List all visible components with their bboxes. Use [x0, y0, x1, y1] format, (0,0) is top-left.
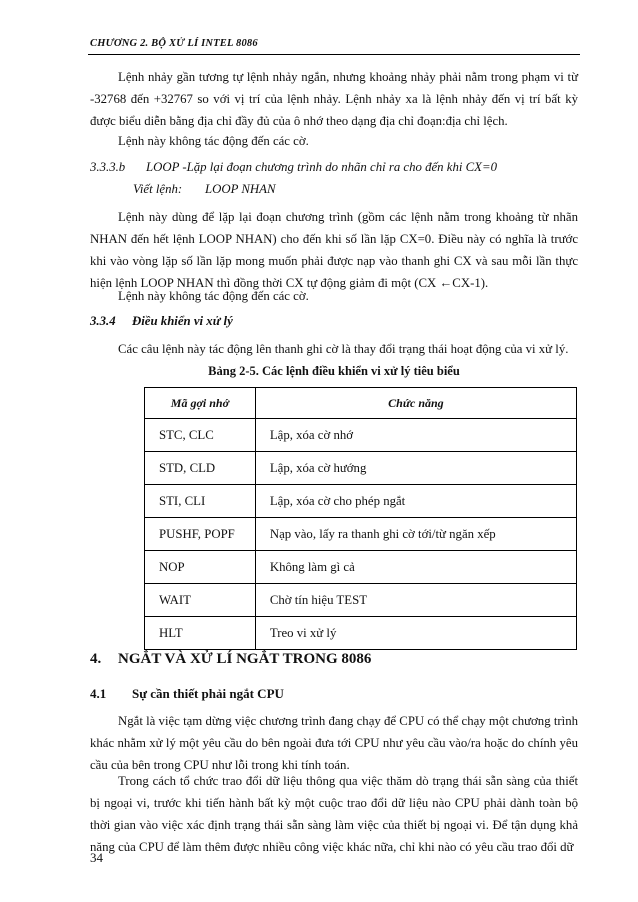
paragraph-interrupt-definition: Ngắt là việc tạm dừng việc chương trình đang chạy để CPU có thể chạy một chương trình khác nhằm xử lý một yêu cầu do bên ngoài đưa tới CPU như yêu cầu vào/ra hoặc do chính yêu cầu của bên trong CPU như lỗi trong khi tính toán.: [90, 714, 578, 772]
function-cell: Lập, xóa cờ nhớ: [255, 419, 576, 452]
chapter-header: CHƯƠNG 2. BỘ XỬ LÍ INTEL 8086: [90, 38, 258, 49]
section-number: 4.: [90, 651, 102, 667]
syntax-value: LOOP NHAN: [205, 182, 276, 196]
section-heading-3-3-3-b: [90, 160, 497, 175]
header-mnemonic: Mã gợi nhớ: [145, 388, 256, 419]
function-cell: Treo vi xử lý: [255, 617, 576, 650]
control-instructions-table: [144, 387, 577, 650]
table-row: [145, 419, 577, 452]
table-header-row: [145, 388, 577, 419]
function-cell: Chờ tín hiệu TEST: [255, 584, 576, 617]
mnemonic-cell: WAIT: [145, 584, 256, 617]
section-heading-3-3-4: [90, 314, 233, 329]
section-number: 3.3.3.b: [90, 160, 126, 174]
paragraph-near-jump: Lệnh nhảy gần tương tự lệnh nhảy ngắn, nhưng khoảng nhảy phải nằm trong phạm vi từ -32768 đến +32767 so với vị trí của lệnh nhảy. Lệnh nhảy xa là lệnh nhảy đến vị trí bất kỳ được biểu diễn bằng địa chỉ đầy đủ của ô nhớ theo dạng địa chỉ đoạn:địa chỉ lệch.: [90, 70, 578, 128]
mnemonic-cell: NOP: [145, 551, 256, 584]
function-cell: Lập, xóa cờ cho phép ngắt: [255, 485, 576, 518]
mnemonic-cell: STD, CLD: [145, 452, 256, 485]
section-title: Điều khiển vi xử lý: [132, 314, 233, 328]
mnemonic-cell: STC, CLC: [145, 419, 256, 452]
table-row: [145, 584, 577, 617]
mnemonic-cell: STI, CLI: [145, 485, 256, 518]
function-cell: Không làm gì cả: [255, 551, 576, 584]
section-heading-4: [90, 651, 371, 668]
table-row: [145, 485, 577, 518]
paragraph-no-flags-2: Lệnh này không tác động đến các cờ.: [118, 289, 309, 303]
section-title: NGẮT VÀ XỬ LÍ NGẮT TRONG 8086: [118, 651, 372, 667]
section-number: 3.3.4: [90, 314, 116, 328]
syntax-label: Viết lệnh:: [133, 182, 183, 196]
table-row: [145, 551, 577, 584]
table-row: [145, 518, 577, 551]
header-function: Chức năng: [255, 388, 576, 419]
syntax-line: [133, 182, 276, 197]
table-row: [145, 452, 577, 485]
paragraph-polling: Trong cách tổ chức trao đổi dữ liệu thông qua việc thăm dò trạng thái sẵn sàng của thiết bị ngoại vi, trước khi tiến hành bất kỳ một cuộc trao đổi dữ liệu nào CPU phải dành toàn bộ thời gian vào việc xác định trạng thái sẵn sàng làm việc của thiết bị ngoại vi. Để tận dụng khả năng của CPU để làm thêm được nhiều công việc khác nữa, chỉ khi nào có yêu cầu trao đổi dữ: [90, 774, 578, 854]
table-row: [145, 617, 577, 650]
table-caption: Bảng 2-5. Các lệnh điều khiển vi xử lý tiêu biểu: [208, 364, 460, 378]
page-number: 34: [90, 850, 103, 865]
paragraph-no-flags-1: Lệnh này không tác động đến các cờ.: [118, 134, 309, 148]
mnemonic-cell: PUSHF, POPF: [145, 518, 256, 551]
paragraph-control-intro: Các câu lệnh này tác động lên thanh ghi cờ là thay đổi trạng thái hoạt động của vi xử lý.: [118, 342, 569, 356]
section-number: 4.1: [90, 686, 107, 701]
function-cell: Lập, xóa cờ hướng: [255, 452, 576, 485]
section-title: Sự cần thiết phải ngắt CPU: [132, 686, 284, 701]
mnemonic-cell: HLT: [145, 617, 256, 650]
section-title: LOOP -Lặp lại đoạn chương trình do nhãn chỉ ra cho đến khi CX=0: [146, 160, 498, 174]
header-divider: [88, 54, 580, 55]
paragraph-loop-description: Lệnh này dùng để lặp lại đoạn chương trình (gồm các lệnh nằm trong khoảng từ nhãn NHAN đến hết lệnh LOOP NHAN) cho đến khi số lần lặp CX=0. Điều này có nghĩa là trước khi vào vòng lặp số lần lặp mong muốn phải được nạp vào thanh ghi CX và sau mỗi lần thực hiện lệnh LOOP NHAN thì đồng thời CX tự động giảm đi một (CX ←CX-1).: [90, 210, 578, 290]
function-cell: Nạp vào, lấy ra thanh ghi cờ tới/từ ngăn xếp: [255, 518, 576, 551]
section-heading-4-1: [90, 686, 284, 702]
